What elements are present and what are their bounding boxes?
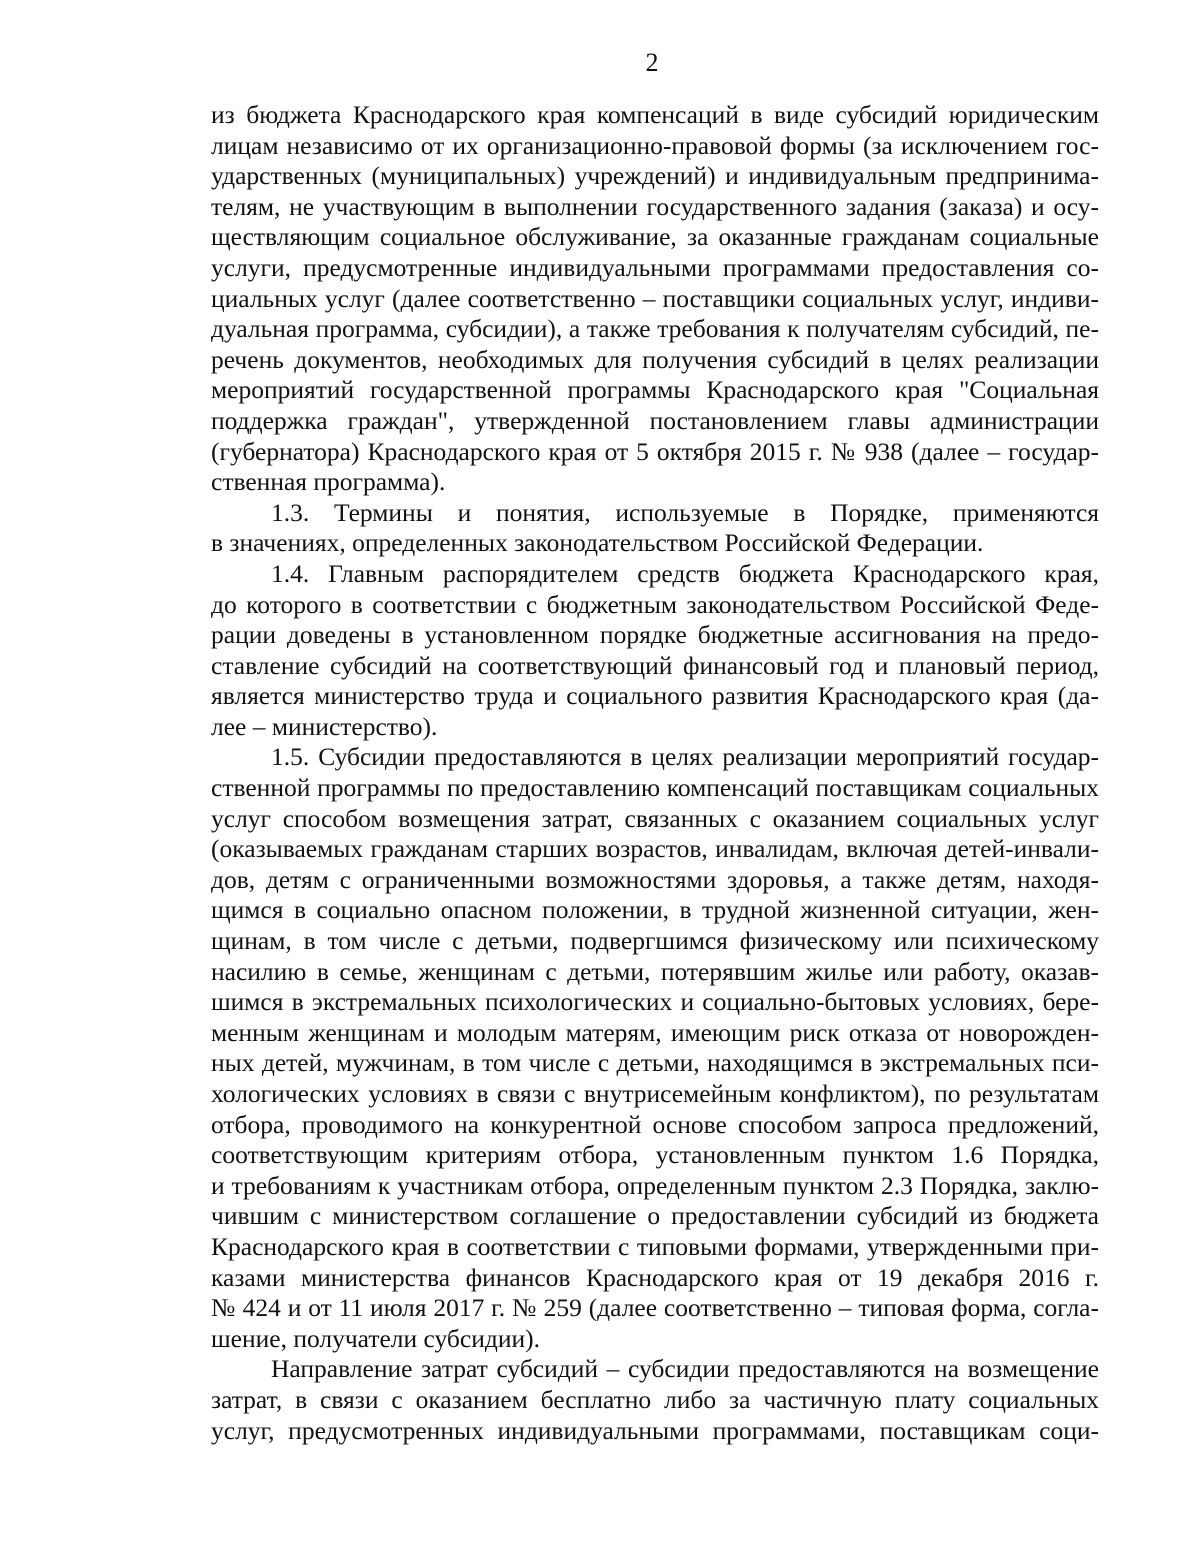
text-line: чившим с министерством соглашение о предоставлении субсидий из бюджета (211, 1201, 1099, 1231)
text-line: соответствующим критериям отбора, установленным пунктом 1.6 Порядка, (211, 1140, 1099, 1170)
text-line: рации доведены в установленном порядке бюджетные ассигнования на предо- (211, 620, 1099, 650)
text-line: казами министерства финансов Краснодарского края от 19 декабря 2016 г. (211, 1262, 1099, 1292)
text-line: поддержка граждан", утвержденной постановлением главы администрации (211, 405, 1099, 435)
text-line: услуги, предусмотренные индивидуальными программами предоставления со- (211, 252, 1099, 282)
text-line: является министерство труда и социального развития Краснодарского края (да- (211, 681, 1099, 711)
paragraph-1-4 (211, 559, 1099, 743)
text-line: в значениях, определенных законодательством Российской Федерации. (211, 528, 984, 558)
paragraph-cost-direction (211, 1354, 1099, 1446)
text-line: 1.5. Субсидии предоставляются в целях реализации мероприятий государ- (271, 742, 1099, 772)
text-line: 1.3. Термины и понятия, используемые в Порядке, применяются (271, 497, 1099, 527)
text-line: ственной программы по предоставлению компенсаций поставщикам социальных (211, 773, 1099, 803)
text-line: циальных услуг (далее соответственно – поставщики социальных услуг, индиви- (211, 283, 1099, 313)
text-line: лее – министерство). (211, 711, 438, 741)
text-line: лицам независимо от их организационно-правовой формы (за исключением гос- (211, 130, 1099, 160)
paragraph-1-5 (211, 742, 1099, 1354)
text-line: затрат, в связи с оказанием бесплатно либо за частичную плату социальных (211, 1384, 1099, 1414)
text-line: дуальная программа, субсидии), а также требования к получателям субсидий, пе- (211, 314, 1099, 344)
text-line: насилию в семье, женщинам с детьми, потерявшим жилье или работу, оказав- (211, 956, 1099, 986)
text-line: ных детей, мужчинам, в том числе с детьми, находящимся в экстремальных пси- (211, 1048, 1099, 1078)
text-line: Направление затрат субсидий – субсидии предоставляются на возмещение (271, 1354, 1099, 1384)
text-line: щимся в социально опасном положении, в трудной жизненной ситуации, жен- (211, 895, 1099, 925)
text-line: услуг способом возмещения затрат, связанных с оказанием социальных услуг (211, 803, 1099, 833)
text-line: щинам, в том числе с детьми, подвергшимся физическому или психическому (211, 926, 1099, 956)
text-line: дов, детям с ограниченными возможностями здоровья, а также детям, находя- (211, 864, 1099, 894)
text-line: отбора, проводимого на конкурентной основе способом запроса предложений, (211, 1109, 1099, 1139)
text-line: ственная программа). (211, 467, 446, 497)
paragraph-continuation (211, 100, 1099, 498)
text-line: (оказываемых гражданам старших возрастов, инвалидам, включая детей-инвали- (211, 834, 1099, 864)
text-line: Краснодарского края в соответствии с типовыми формами, утвержденными при- (211, 1231, 1099, 1261)
text-line: и требованиям к участникам отбора, определенным пунктом 2.3 Порядка, заклю- (211, 1170, 1099, 1200)
text-line: ставление субсидий на соответствующий финансовый год и плановый период, (211, 650, 1099, 680)
text-line: (губернатора) Краснодарского края от 5 октября 2015 г. № 938 (далее – государ- (211, 436, 1099, 466)
paragraph-1-3 (211, 498, 1099, 559)
text-line: телям, не участвующим в выполнении государственного задания (заказа) и осу- (211, 191, 1099, 221)
text-line: шимся в экстремальных психологических и социально-бытовых условиях, бере- (211, 987, 1099, 1017)
text-line: речень документов, необходимых для получения субсидий в целях реализации (211, 344, 1099, 374)
text-line: из бюджета Краснодарского края компенсаций в виде субсидий юридическим (211, 100, 1099, 129)
text-line: шение, получатели субсидии). (211, 1323, 541, 1353)
text-line: хологических условиях в связи с внутрисемейным конфликтом), по результатам (211, 1079, 1099, 1108)
text-line: услуг, предусмотренных индивидуальными программами, поставщикам соци- (211, 1415, 1099, 1445)
document-body (211, 100, 1099, 1446)
text-line: до которого в соответствии с бюджетным законодательством Российской Феде- (211, 589, 1099, 619)
text-line: № 424 и от 11 июля 2017 г. № 259 (далее соответственно – типовая форма, согла- (211, 1293, 1099, 1323)
text-line: ударственных (муниципальных) учреждений) и индивидуальным предпринима- (211, 161, 1099, 191)
text-line: ществляющим социальное обслуживание, за оказанные гражданам социальные (211, 222, 1099, 252)
page-number: 2 (645, 48, 659, 77)
text-line: менным женщинам и молодым матерям, имеющим риск отказа от новорожден- (211, 1017, 1099, 1047)
text-line: 1.4. Главным распорядителем средств бюджета Краснодарского края, (271, 558, 1099, 588)
text-line: мероприятий государственной программы Краснодарского края "Социальная (211, 375, 1099, 405)
